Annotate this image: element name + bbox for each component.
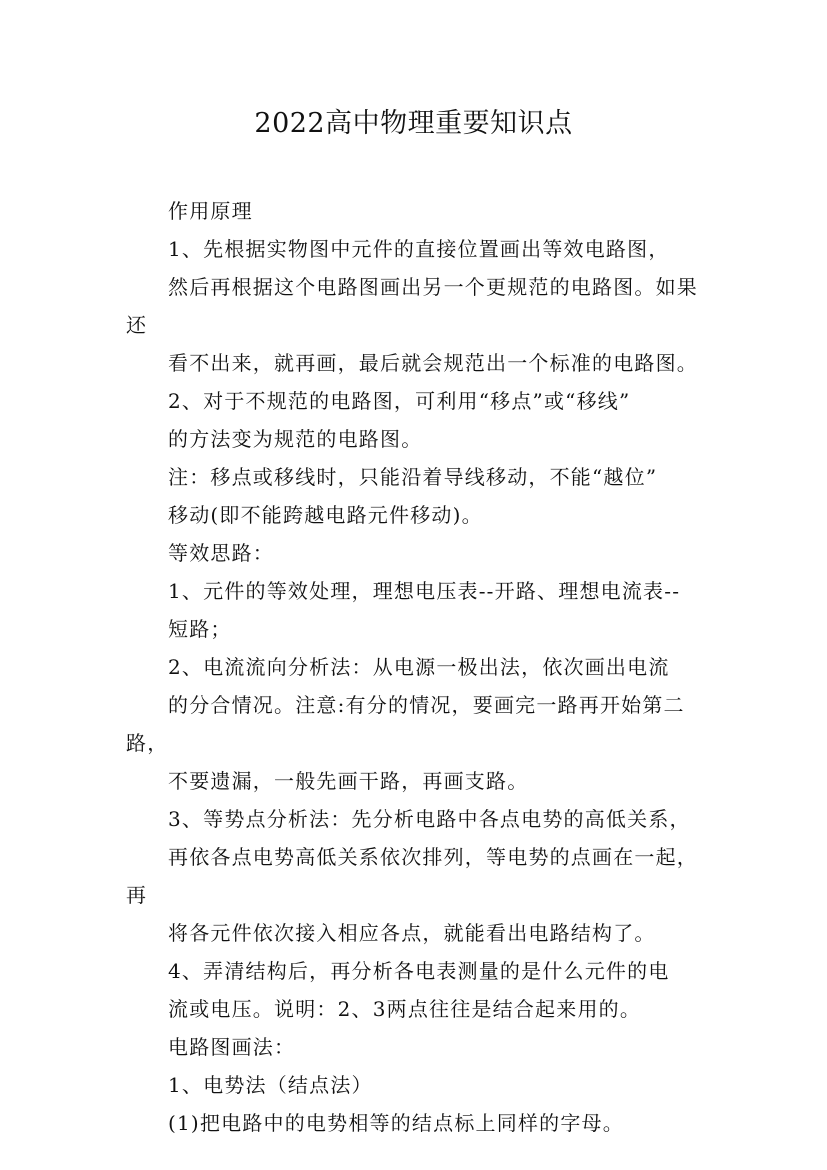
text-line: 流或电压。说明：2、3两点往往是结合起来用的。 [168,997,642,1021]
text-line: 3、等势点分析法：先分析电路中各点电势的高低关系， [168,807,691,831]
paragraph-section-heading-principle [126,192,711,230]
text-line: 1、先根据实物图中元件的直接位置画出等效电路图， [168,237,670,261]
text-line: 看不出来，就再画，最后就会规范出一个标准的电路图。 [168,351,698,375]
paragraph-item-1 [126,230,711,382]
paragraph-equivalent-item-3 [126,800,711,952]
paragraph-section-heading-equivalent [126,534,711,572]
text-line: 的方法变为规范的电路图。 [168,427,423,451]
paragraph-equivalent-item-4 [126,952,711,1028]
text-line: (1)把电路中的电势相等的结点标上同样的字母。 [168,1111,624,1135]
paragraph-drawing-item-1 [126,1066,711,1104]
text-line: 移动(即不能跨越电路元件移动)。 [168,503,483,527]
text-line: 4、弄清结构后，再分析各电表测量的是什么元件的电 [168,959,670,983]
text-line: 注：移点或移线时，只能沿着导线移动，不能“越位” [168,465,658,489]
text-line: 再依各点电势高低关系依次排列，等电势的点画在一起，再 [126,845,698,907]
text-line: 不要遗漏，一般先画干路，再画支路。 [168,769,529,793]
text-line: 1、元件的等效处理，理想电压表--开路、理想电流表-- [168,579,681,603]
text-line: 短路； [168,617,232,641]
paragraph-note [126,458,711,534]
text-line: 2、电流流向分析法：从电源一极出法，依次画出电流 [168,655,670,679]
text-line: 的分合情况。注意:有分的情况，要画完一路再开始第二路， [126,693,685,755]
text-line: 然后再根据这个电路图画出另一个更规范的电路图。如果还 [126,275,698,337]
text-line: 电路图画法： [168,1035,296,1059]
paragraph-equivalent-item-1 [126,572,711,648]
text-line: 2、对于不规范的电路图，可利用“移点”或“移线” [168,389,631,413]
paragraph-equivalent-item-2 [126,648,711,800]
paragraph-drawing-step-1 [126,1104,711,1142]
text-line: 1、电势法（结点法） [168,1073,373,1097]
text-line: 等效思路： [168,541,274,565]
document-title: 2022高中物理重要知识点 [254,108,573,139]
paragraph-item-2 [126,382,711,458]
text-line: 作用原理 [168,199,253,223]
paragraph-section-heading-drawing [126,1028,711,1066]
document-body [126,192,711,1142]
text-line: 将各元件依次接入相应各点，就能看出电路结构了。 [168,921,656,945]
